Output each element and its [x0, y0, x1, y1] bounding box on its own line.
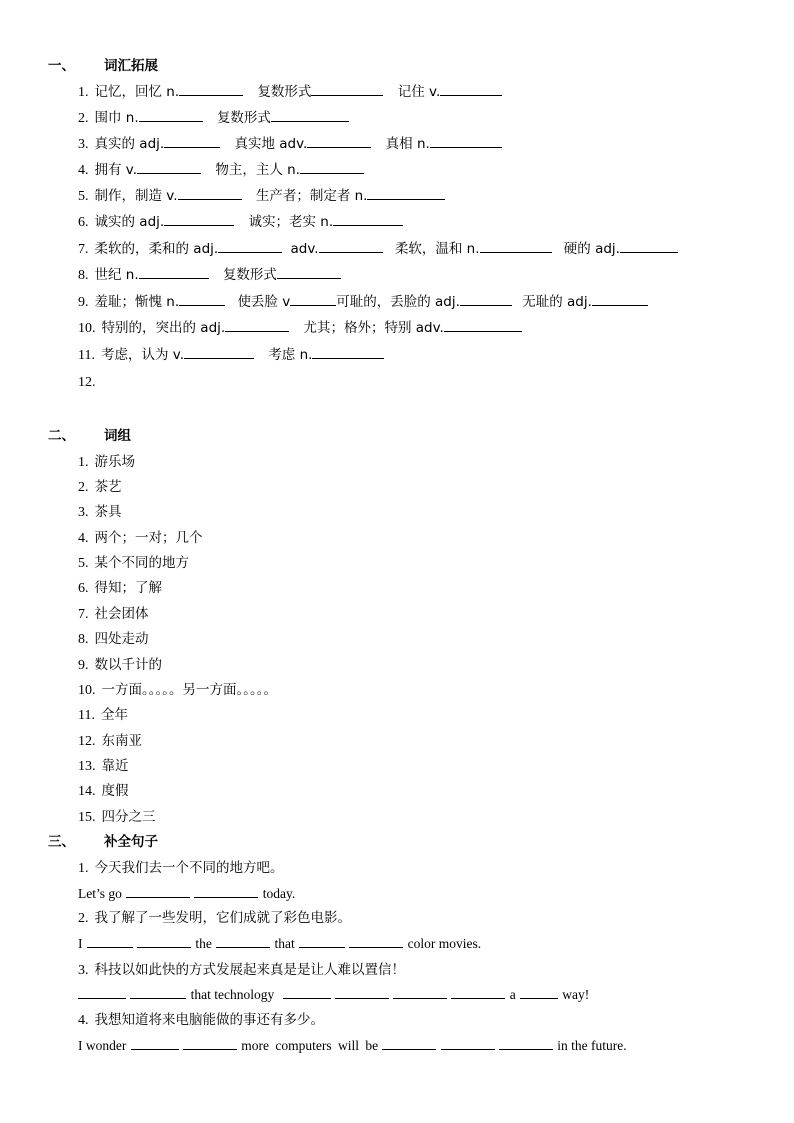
answer-blank[interactable] [164, 212, 234, 226]
answer-blank[interactable] [451, 985, 505, 999]
sentence-en-3: that technology a way! [78, 985, 589, 1005]
answer-blank[interactable] [290, 292, 336, 306]
vocab-item-5: 5. 制作，制造 v. 生产者；制定者 n. [78, 186, 445, 206]
answer-blank[interactable] [382, 1036, 436, 1050]
answer-blank[interactable] [460, 292, 512, 306]
section-3-heading [48, 832, 158, 852]
sentence-cn-4: 4. 我想知道将来电脑能做的事还有多少。 [78, 1012, 324, 1028]
answer-blank[interactable] [194, 884, 258, 898]
answer-blank[interactable] [620, 239, 678, 253]
answer-blank[interactable] [78, 985, 126, 999]
phrase-item: 9. 数以千计的 [78, 657, 162, 673]
vocab-item-3: 3. 真实的 adj. 真实地 adv. 真相 n. [78, 134, 502, 154]
answer-blank[interactable] [216, 934, 270, 948]
answer-blank[interactable] [335, 985, 389, 999]
section-2-number: 二、 [48, 428, 75, 444]
answer-blank[interactable] [131, 1036, 179, 1050]
answer-blank[interactable] [130, 985, 186, 999]
answer-blank[interactable] [183, 1036, 237, 1050]
sentence-cn-1: 1. 今天我们去一个不同的地方吧。 [78, 860, 284, 876]
answer-blank[interactable] [319, 239, 383, 253]
answer-blank[interactable] [444, 318, 522, 332]
answer-blank[interactable] [430, 134, 502, 148]
answer-blank[interactable] [592, 292, 648, 306]
answer-blank[interactable] [307, 134, 371, 148]
answer-blank[interactable] [393, 985, 447, 999]
answer-blank[interactable] [87, 934, 133, 948]
answer-blank[interactable] [480, 239, 552, 253]
answer-blank[interactable] [367, 186, 445, 200]
section-2-title: 词组 [104, 428, 131, 444]
answer-blank[interactable] [440, 82, 502, 96]
vocab-item-11: 11. 考虑，认为 v. 考虑 n. [78, 345, 384, 365]
phrase-item: 7. 社会团体 [78, 606, 149, 622]
phrase-item: 3. 茶具 [78, 504, 122, 520]
answer-blank[interactable] [441, 1036, 495, 1050]
sentence-en-2: I the that color movies. [78, 936, 482, 951]
answer-blank[interactable] [218, 239, 282, 253]
phrase-item: 11. 全年 [78, 707, 128, 723]
vocab-item-10: 10. 特别的，突出的 adj. 尤其；格外；特别 adv. [78, 318, 522, 338]
answer-blank[interactable] [179, 82, 243, 96]
answer-blank[interactable] [300, 160, 364, 174]
vocab-item-8: 8. 世纪 n. 复数形式 [78, 265, 341, 285]
vocab-item-9: 9. 羞耻；惭愧 n. 使丢脸 v 可耻的，丢脸的 adj. 无耻的 adj. [78, 292, 648, 312]
sentence-en-4: I wonder more computers will be in the future. [78, 1038, 627, 1053]
vocab-item-1: 1. 记忆，回忆 n. 复数形式 记住 v. [78, 82, 502, 102]
answer-blank[interactable] [139, 265, 209, 279]
section-1-heading [48, 56, 158, 76]
answer-blank[interactable] [137, 160, 201, 174]
answer-blank[interactable] [312, 345, 384, 359]
answer-blank[interactable] [299, 934, 345, 948]
answer-blank[interactable] [126, 884, 190, 898]
phrase-item: 4. 两个；一对；几个 [78, 530, 203, 546]
phrase-item: 1. 游乐场 [78, 454, 135, 470]
answer-blank[interactable] [283, 985, 331, 999]
sentence-cn-3: 3. 科技以如此快的方式发展起来真是是让人难以置信！ [78, 962, 405, 978]
answer-blank[interactable] [137, 934, 191, 948]
answer-blank[interactable] [179, 292, 225, 306]
phrase-item: 14. 度假 [78, 783, 129, 799]
answer-blank[interactable] [349, 934, 403, 948]
vocab-item-4: 4. 拥有 v. 物主，主人 n. [78, 160, 364, 180]
section-1-number: 一、 [48, 58, 75, 74]
phrase-item: 8. 四处走动 [78, 631, 149, 647]
vocab-item-7: 7. 柔软的，柔和的 adj. adv. 柔软，温和 n. 硬的 adj. [78, 239, 678, 259]
section-2-heading [48, 426, 131, 446]
phrase-item: 2. 茶艺 [78, 479, 122, 495]
vocab-item-2: 2. 围巾 n. 复数形式 [78, 108, 349, 128]
phrase-item: 13. 靠近 [78, 758, 129, 774]
answer-blank[interactable] [311, 82, 383, 96]
vocab-item-6: 6. 诚实的 adj. 诚实；老实 n. [78, 212, 403, 232]
phrase-item: 10. 一方面。。。。。另一方面。。。。。 [78, 682, 277, 698]
sentence-en-1: Let’s go today. [78, 886, 296, 901]
vocab-item-12: 12. [78, 375, 96, 390]
answer-blank[interactable] [520, 985, 558, 999]
section-3-title: 补全句子 [104, 834, 158, 850]
phrase-item: 5. 某个不同的地方 [78, 555, 189, 571]
sentence-cn-2: 2. 我了解了一些发明，它们成就了彩色电影。 [78, 910, 351, 926]
phrase-item: 6. 得知；了解 [78, 580, 162, 596]
answer-blank[interactable] [271, 108, 349, 122]
answer-blank[interactable] [277, 265, 341, 279]
answer-blank[interactable] [499, 1036, 553, 1050]
phrase-item: 15. 四分之三 [78, 809, 156, 825]
answer-blank[interactable] [184, 345, 254, 359]
phrase-item: 12. 东南亚 [78, 733, 142, 749]
answer-blank[interactable] [178, 186, 242, 200]
answer-blank[interactable] [164, 134, 220, 148]
answer-blank[interactable] [225, 318, 289, 332]
section-1-title: 词汇拓展 [104, 58, 158, 74]
answer-blank[interactable] [333, 212, 403, 226]
section-3-number: 三、 [48, 834, 75, 850]
answer-blank[interactable] [139, 108, 203, 122]
